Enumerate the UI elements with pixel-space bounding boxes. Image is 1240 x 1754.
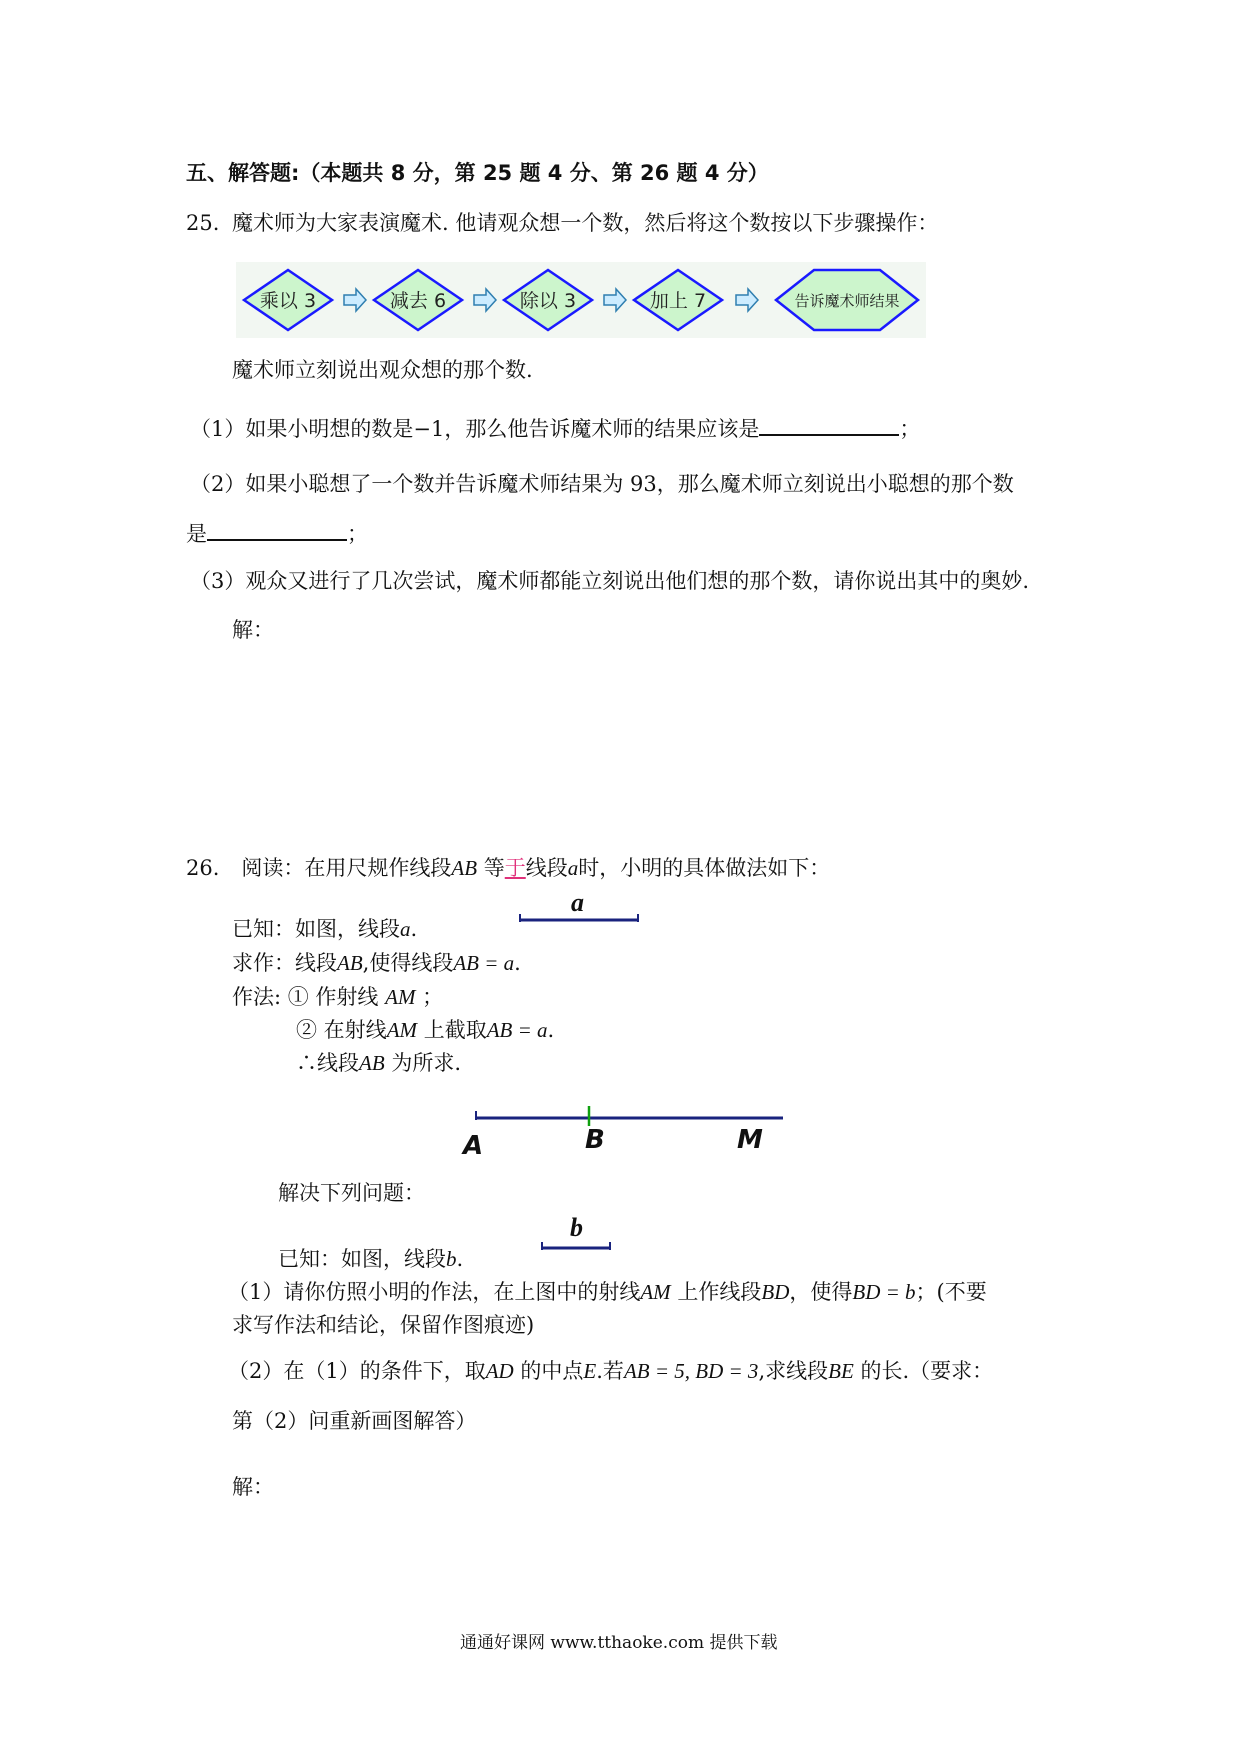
q26-stem-text: 时，小明的具体做法如下： <box>578 856 831 880</box>
q26-stem-text: 阅读：在用尺规作线段 <box>241 856 452 880</box>
q26-method-am: AM <box>385 985 416 1009</box>
q26-method-text: 作法: ① 作射线 <box>232 985 379 1009</box>
q25-part2-line1: （2）如果小聪想了一个数并告诉魔术师结果为 93，那么魔术师立刻说出小聪想的那个数 <box>190 472 1014 496</box>
q26-known1-end: . <box>410 917 418 941</box>
q26-part2-text: 的中点 <box>520 1359 584 1383</box>
q25-part2-line2 <box>186 521 368 547</box>
q26-part1-text: ，使得 <box>789 1280 853 1304</box>
q26-task <box>232 950 521 976</box>
segment-b-label: b <box>570 1213 583 1242</box>
q26-known2-var: b <box>446 1247 457 1271</box>
q26-step2-text: ② 在射线 <box>296 1018 387 1042</box>
q25-part2-end: ； <box>347 522 368 546</box>
q26-known2-end: . <box>456 1247 464 1271</box>
q26-conclusion-text: 为所求. <box>391 1051 462 1075</box>
q26-part2-line1 <box>228 1358 993 1384</box>
q26-step2-eq: AB = a <box>486 1018 548 1042</box>
q26-task-end: . <box>514 951 521 975</box>
q26-stem-var: a <box>567 856 579 880</box>
step-label-2: 减去 6 <box>389 290 447 312</box>
step-label-1: 乘以 3 <box>259 290 317 312</box>
q25-stem: 魔术师为大家表演魔术. 他请观众想一个数，然后将这个数按以下步骤操作： <box>232 211 939 235</box>
ray-label-m: M <box>737 1125 763 1155</box>
q25-after-text: 魔术师立刻说出观众想的那个数. <box>232 358 533 382</box>
q26-stem-highlight: 于 <box>504 856 526 880</box>
q26-stem-ab: AB <box>451 856 478 880</box>
q26-part2-text: .若 <box>596 1359 624 1383</box>
q25-flow-diagram <box>236 262 926 338</box>
q26-method-end: ； <box>422 985 444 1009</box>
q26-part2-text: （2）在（1）的条件下，取 <box>228 1359 486 1383</box>
q26-part1-line2: 求写作法和结论，保留作图痕迹) <box>232 1313 535 1337</box>
q26-part1-text: （1）请你仿照小明的作法，在上图中的射线 <box>228 1280 641 1304</box>
q26-task-text: ,使得线段 <box>362 951 454 975</box>
q25-part1-value: −1 <box>413 417 445 441</box>
q26-stem-text: 等 <box>483 856 505 880</box>
q26-answer-label: 解： <box>232 1475 274 1499</box>
segment-b <box>540 1240 612 1254</box>
q26-part1-text: ；(不要 <box>915 1280 987 1304</box>
step-label-5: 告诉魔术师结果 <box>794 292 900 310</box>
q26-task-text: 求作：线段 <box>232 951 337 975</box>
answer-blank-1[interactable] <box>759 416 899 436</box>
answer-blank-2[interactable] <box>207 521 347 541</box>
q26-part1-text: 上作线段 <box>677 1280 762 1304</box>
ray-am-diagram <box>455 1102 795 1160</box>
q26-step2-am: AM <box>386 1018 418 1042</box>
q26-part2-e: E <box>583 1359 597 1383</box>
ray-label-b: B <box>585 1125 605 1155</box>
q26-conclusion <box>296 1050 461 1076</box>
q26-conclusion-text: ∴线段 <box>296 1051 359 1075</box>
q26-step2-end: . <box>547 1018 555 1042</box>
q26-conclusion-ab: AB <box>359 1051 385 1075</box>
segment-a-label: a <box>571 888 584 917</box>
q26-part2-line2: 第（2）问重新画图解答） <box>232 1409 477 1433</box>
q26-known1-var: a <box>400 917 411 941</box>
page-footer: 通通好课网 www.tthaoke.com 提供下载 <box>460 1633 778 1653</box>
q26-part1-bd: BD <box>761 1280 790 1304</box>
segment-a <box>518 912 640 926</box>
q26-step2-text: 上截取 <box>423 1018 487 1042</box>
q26-part2-text: 的长.（要求： <box>860 1359 994 1383</box>
q26-known2-text: 已知：如图，线段 <box>278 1247 446 1271</box>
q26-task-eq: AB = a <box>453 951 515 975</box>
q25-number: 25. <box>186 211 220 235</box>
q26-step2 <box>296 1017 554 1043</box>
q26-solve-label: 解决下列问题： <box>278 1181 425 1205</box>
q25-part2-prefix: 是 <box>186 522 207 546</box>
q25-part1-end: ； <box>899 417 921 441</box>
step-label-3: 除以 3 <box>519 290 577 312</box>
q25-part1 <box>190 416 920 442</box>
q26-method <box>232 984 443 1010</box>
q26-part1-am: AM <box>640 1280 671 1304</box>
q26-part1-eq: BD = b <box>852 1280 916 1304</box>
q26-part2-text: ,求线段 <box>758 1359 829 1383</box>
q25-part3: （3）观众又进行了几次尝试，魔术师都能立刻说出他们想的那个数，请你说出其中的奥妙. <box>190 569 1030 593</box>
q25-part1-prefix: （1）如果小明想的数是 <box>190 417 414 441</box>
q26-part1-line1 <box>228 1279 987 1305</box>
q25-answer-label: 解： <box>232 618 274 642</box>
ray-label-a: A <box>463 1131 484 1160</box>
q26-task-ab: AB <box>337 951 363 975</box>
q25-part1-suffix: ，那么他告诉魔术师的结果应该是 <box>444 417 760 441</box>
section-title: 五、解答题:（本题共 8 分，第 25 题 4 分、第 26 题 4 分） <box>186 161 769 185</box>
q26-known1-text: 已知：如图，线段 <box>232 917 400 941</box>
q26-stem-text: 线段 <box>525 856 568 880</box>
step-label-4: 加上 7 <box>649 290 707 312</box>
q26-known1 <box>232 916 417 942</box>
q26-stem <box>186 855 830 881</box>
q26-known2 <box>278 1246 463 1272</box>
q26-part2-be: BE <box>828 1359 854 1383</box>
q26-part2-eq: AB = 5, BD = 3 <box>623 1359 759 1383</box>
q26-number: 26. <box>186 856 220 880</box>
q26-part2-ad: AD <box>485 1359 514 1383</box>
